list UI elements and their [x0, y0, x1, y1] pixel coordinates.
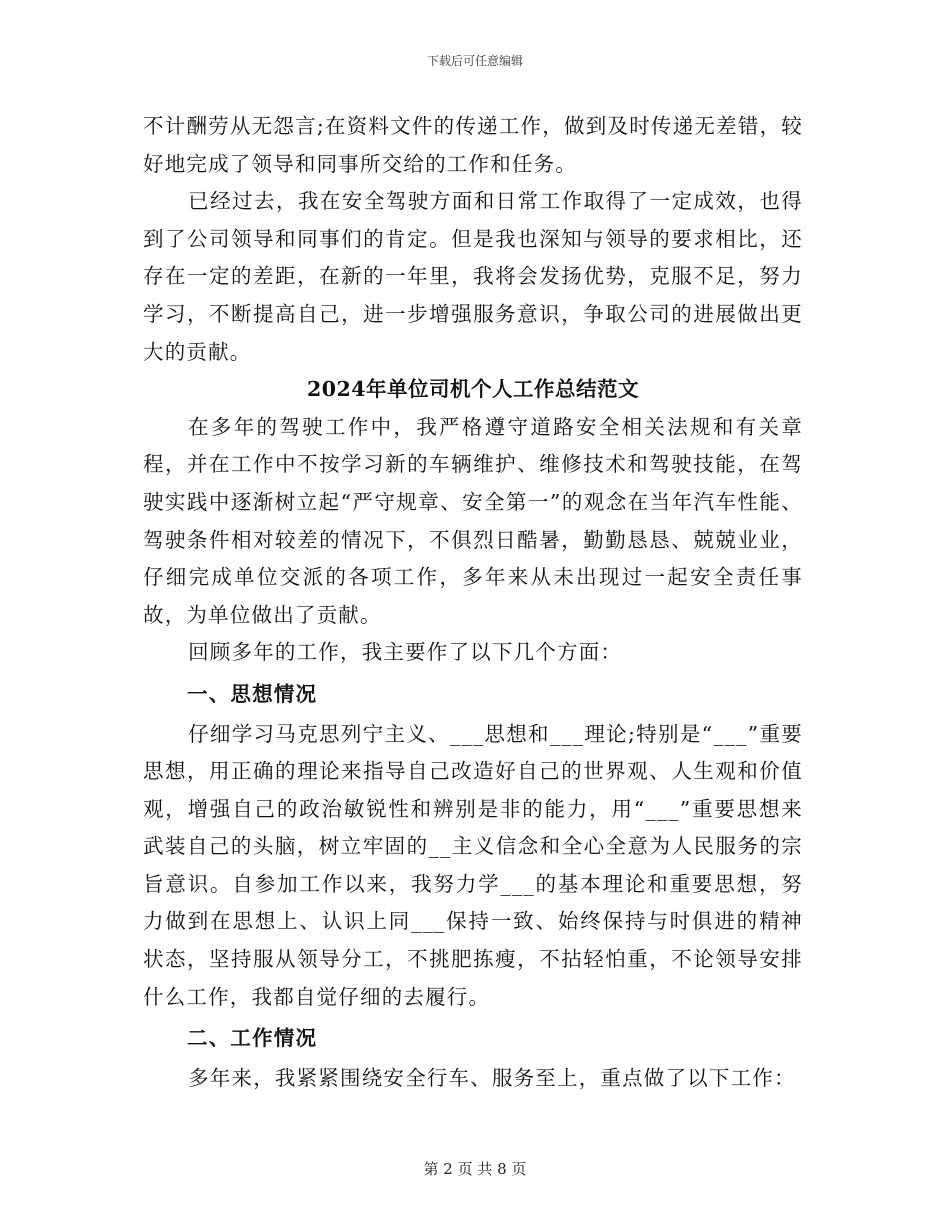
paragraph: 仔细学习马克思列宁主义、___思想和___理论;特别是“___”重要思想，用正确的理论来指导自己改造好自己的世界观、人生观和价值观，增强自己的政治敏锐性和辨别是非的能力，用“___”重要思想来武装自己的头脑，树立牢固的__主义信念和全心全意为人民服务的宗旨意识。自参加工作以来，我努力学___的基本理论和重要思想，努力做到在思想上、认识上同___保持一致、始终保持与时俱进的精神状态，坚持服从领导分工，不挑肥拣瘦，不拈轻怕重，不论领导安排什么工作，我都自觉仔细的去履行。: [143, 721, 803, 1009]
paragraph: 已经过去，我在安全驾驶方面和日常工作取得了一定成效，也得到了公司领导和同事们的肯定。但是我也深知与领导的要求相比，还存在一定的差距，在新的一年里，我将会发扬优势，克服不足，努力学习，不断提高自己，进一步增强服务意识，争取公司的进展做出更大的贡献。: [143, 189, 803, 364]
paragraph: 不计酬劳从无怨言;在资料文件的传递工作，做到及时传递无差错，较好地完成了领导和同事所交给的工作和任务。: [143, 114, 803, 176]
paragraph: 回顾多年的工作，我主要作了以下几个方面：: [188, 640, 623, 665]
page-header-note: 下载后可任意编辑: [426, 54, 523, 68]
section-heading-thought: 一、思想情况: [187, 681, 318, 706]
page-number: 第 2 页 共 8 页: [423, 1160, 527, 1178]
document-title: 2024年单位司机个人工作总结范文: [306, 377, 640, 402]
section-heading-work: 二、工作情况: [187, 1026, 318, 1051]
paragraph: 在多年的驾驶工作中，我严格遵守道路安全相关法规和有关章程，并在工作中不按学习新的车辆维护、维修技术和驾驶技能，在驾驶实践中逐渐树立起“严守规章、安全第一”的观念在当年汽车性能、驾驶条件相对较差的情况下，不俱烈日酷暑，勤勤恳恳、兢兢业业，仔细完成单位交派的各项工作，多年来从未出现过一起安全责任事故，为单位做出了贡献。: [143, 414, 803, 627]
paragraph: 多年来，我紧紧围绕安全行车、服务至上，重点做了以下工作：: [188, 1065, 796, 1090]
document-body: [143, 108, 803, 1097]
